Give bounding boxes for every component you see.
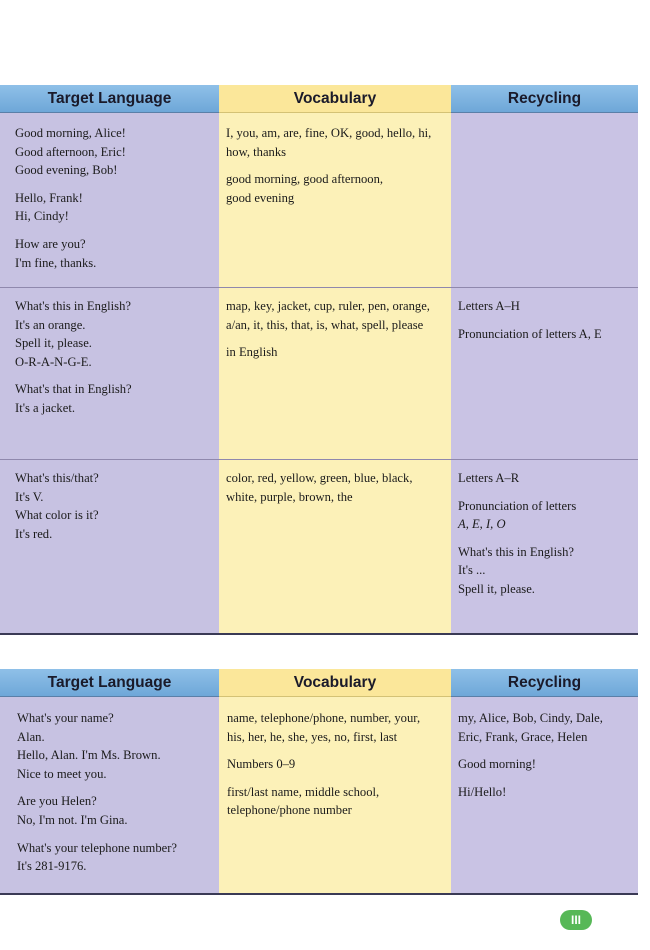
column-header-recycling: Recycling [451,669,638,697]
text-line: O-R-A-N-G-E. [15,354,92,369]
text-line: How are you? [15,236,86,251]
text-line: Alan. [17,729,45,744]
table2-row1-vocabulary [227,709,449,820]
text-line: his, her, he, she, yes, no, first, last [227,729,398,744]
column-header-recycling: Recycling [451,85,638,113]
table1-row2-target [15,297,215,418]
text-line: a/an, it, this, that, is, what, spell, please [226,317,424,332]
text-line: Eric, Frank, Grace, Helen [458,729,588,744]
table1-row2-recycling [458,297,634,343]
text-line: how, thanks [226,144,287,159]
column-header-vocabulary: Vocabulary [219,669,451,697]
text-line: good evening [226,190,295,205]
text-line: Good morning, Alice! [15,126,126,140]
row-divider [0,287,638,288]
text-line: No, I'm not. I'm Gina. [17,812,128,827]
text-line: What's this in English? [15,299,131,313]
text-line: It's a jacket. [15,400,75,415]
text-line: Hi/Hello! [458,784,507,799]
text-line: I, you, am, are, fine, OK, good, hello, hi, [226,126,432,140]
text-line: Nice to meet you. [17,766,107,781]
text-line: It's an orange. [15,317,86,332]
column-header-vocabulary: Vocabulary [219,85,451,113]
text-line: Are you Helen? [17,794,97,809]
text-line: What's your name? [17,711,114,725]
text-line: first/last name, middle school, [227,784,380,799]
column-header-target-language: Target Language [0,669,219,697]
text-line: Numbers 0–9 [227,757,296,772]
table1-row3-recycling [458,469,634,599]
column-header-target-language: Target Language [0,85,219,113]
text-line: Good morning! [458,757,537,772]
text-line: Hi, Cindy! [15,209,69,224]
text-line: Pronunciation of letters [458,498,577,513]
text-line: Letters A–R [458,471,520,485]
text-line: Good evening, Bob! [15,163,118,178]
text-line: A, E, I, O [458,517,506,532]
text-line: I'm fine, thanks. [15,255,97,270]
text-line: color, red, yellow, green, blue, black, [226,471,413,485]
text-line: Letters A–H [458,299,520,313]
text-line: What's that in English? [15,382,132,397]
text-line: white, purple, brown, the [226,489,353,504]
text-line: good morning, good afternoon, [226,172,384,187]
table1-row1-vocabulary [226,124,448,207]
scope-table-1 [0,85,638,635]
text-line: name, telephone/phone, number, your, [227,711,421,725]
text-line: Spell it, please. [15,336,92,351]
text-line: Hello, Frank! [15,190,83,205]
text-line: It's ... [458,563,486,578]
table2-row1-recycling [458,709,634,801]
table1-row1-target [15,124,215,272]
text-line: map, key, jacket, cup, ruler, pen, orange, [226,299,430,313]
text-line: It's 281-9176. [17,859,87,874]
text-line: What's this in English? [458,544,574,559]
text-line: Hello, Alan. I'm Ms. Brown. [17,748,161,763]
table1-row2-vocabulary [226,297,448,362]
table1-row3-target [15,469,215,543]
text-line: It's red. [15,526,53,541]
text-line: What's this/that? [15,471,99,485]
text-line: in English [226,345,278,360]
text-line: It's V. [15,489,44,504]
text-line: What color is it? [15,508,99,523]
text-line: my, Alice, Bob, Cindy, Dale, [458,711,603,725]
page-number-badge: III [560,910,592,930]
table2-row1-target [17,709,217,876]
text-line: Spell it, please. [458,581,535,596]
scope-table-2 [0,669,638,895]
table1-row3-vocabulary [226,469,448,506]
text-line: Pronunciation of letters A, E [458,326,602,341]
row-divider [0,459,638,460]
text-line: telephone/phone number [227,803,352,818]
text-line: What's your telephone number? [17,840,177,855]
text-line: Good afternoon, Eric! [15,144,126,159]
